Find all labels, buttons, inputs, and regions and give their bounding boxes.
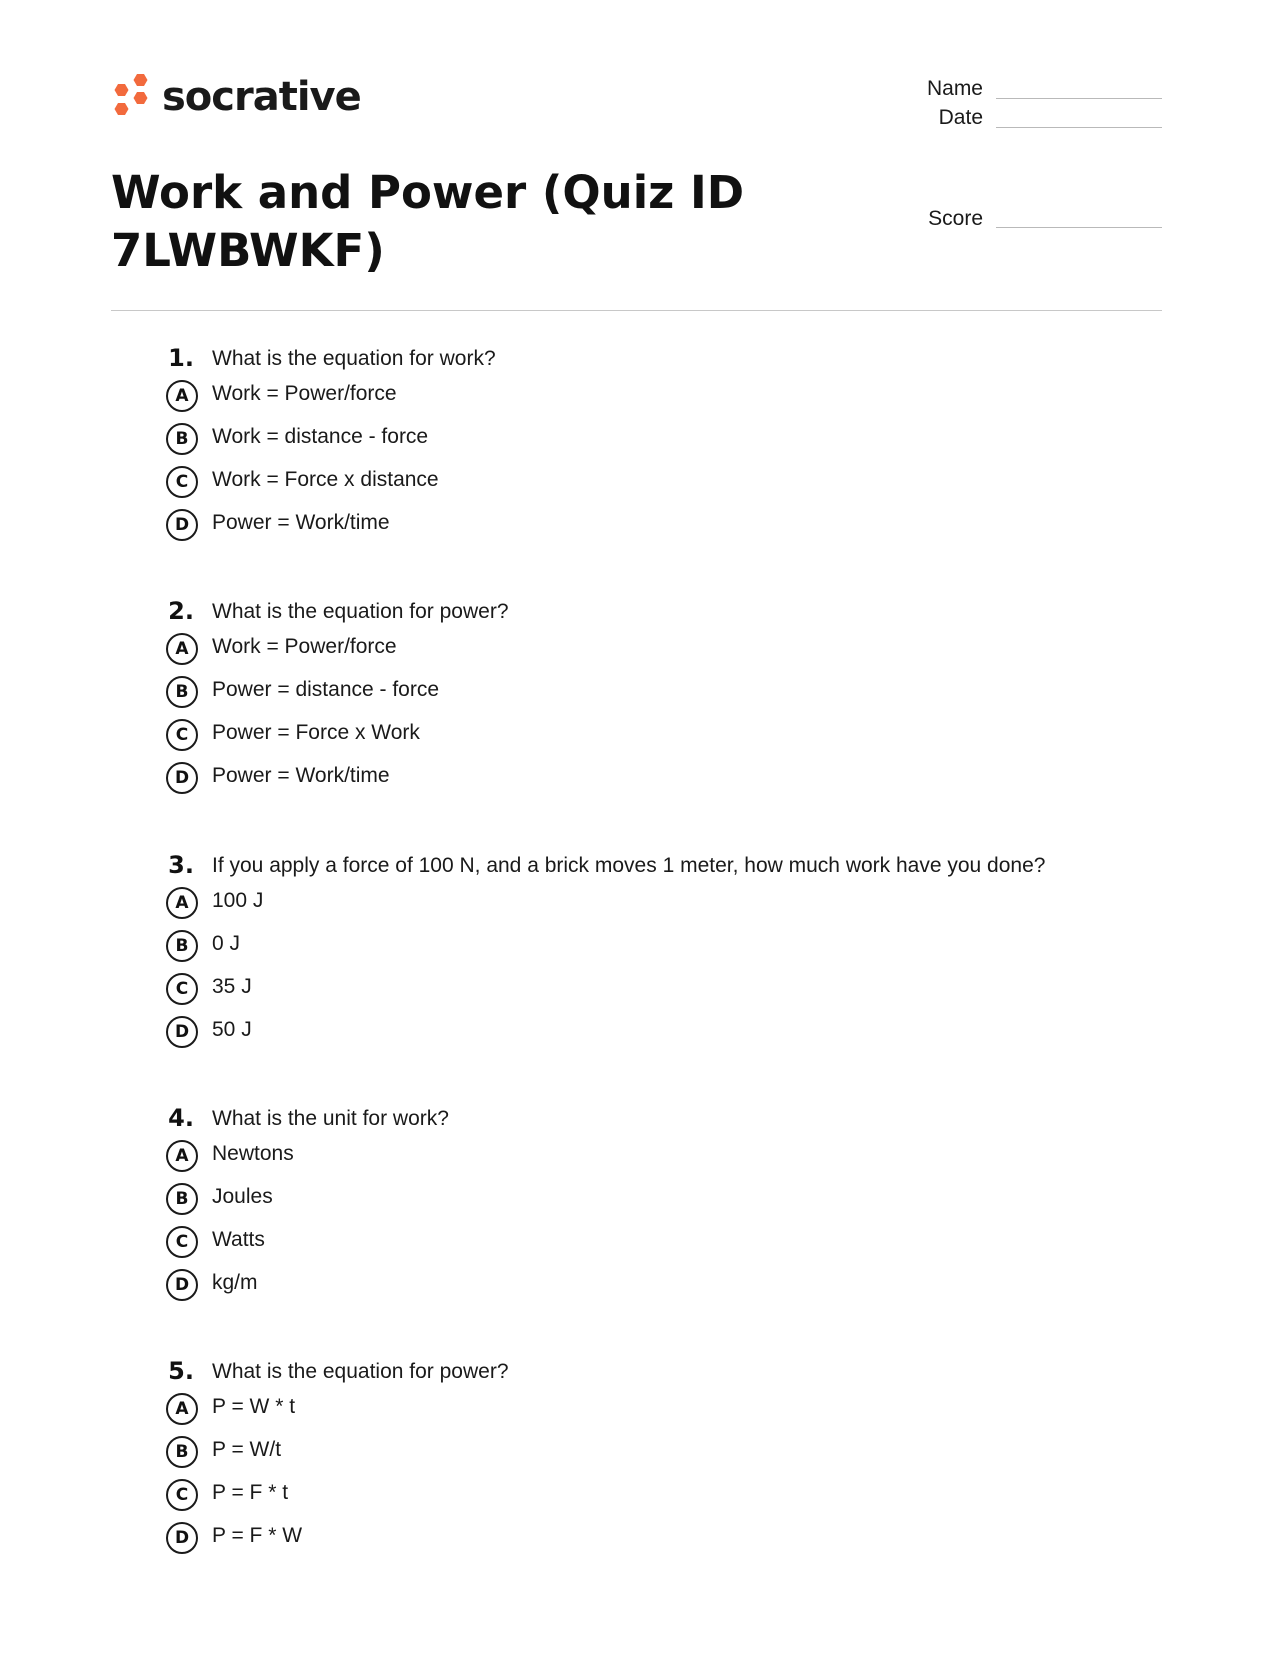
option-text: Work = Power/force bbox=[212, 382, 397, 405]
option-b[interactable] bbox=[166, 673, 1166, 716]
answer-bubble[interactable]: A bbox=[166, 1393, 198, 1425]
option-text: Work = distance - force bbox=[212, 425, 429, 448]
answer-bubble[interactable]: D bbox=[166, 509, 198, 541]
option-b[interactable] bbox=[166, 420, 1166, 463]
option-text: P = F * t bbox=[212, 1481, 289, 1504]
answer-bubble[interactable]: D bbox=[166, 762, 198, 794]
option-b[interactable] bbox=[166, 927, 1166, 970]
answer-bubble[interactable]: C bbox=[166, 466, 198, 498]
answer-bubble[interactable]: A bbox=[166, 1140, 198, 1172]
answer-bubble[interactable]: B bbox=[166, 676, 198, 708]
option-d[interactable] bbox=[166, 1013, 1166, 1056]
option-text: Work = Force x distance bbox=[212, 468, 439, 491]
date-line[interactable] bbox=[996, 127, 1162, 128]
question-text: What is the equation for power? bbox=[212, 1360, 509, 1383]
answer-bubble[interactable]: C bbox=[166, 1479, 198, 1511]
option-text: Power = Work/time bbox=[212, 764, 390, 787]
option-text: 35 J bbox=[212, 975, 252, 998]
answer-bubble[interactable]: B bbox=[166, 930, 198, 962]
answer-bubble[interactable]: B bbox=[166, 1436, 198, 1468]
question-text: What is the equation for work? bbox=[212, 347, 496, 370]
socrative-logo bbox=[111, 72, 361, 122]
option-c[interactable] bbox=[166, 970, 1166, 1013]
question-text: What is the unit for work? bbox=[212, 1107, 449, 1130]
option-c[interactable] bbox=[166, 1476, 1166, 1519]
answer-bubble[interactable]: A bbox=[166, 380, 198, 412]
option-d[interactable] bbox=[166, 1519, 1166, 1562]
answer-bubble[interactable]: B bbox=[166, 423, 198, 455]
option-c[interactable] bbox=[166, 463, 1166, 506]
option-text: P = W/t bbox=[212, 1438, 282, 1461]
name-label: Name bbox=[926, 77, 983, 100]
option-c[interactable] bbox=[166, 716, 1166, 759]
brand-name: socrative bbox=[162, 74, 361, 120]
option-text: Power = Force x Work bbox=[212, 721, 420, 744]
name-line[interactable] bbox=[996, 98, 1162, 99]
option-b[interactable] bbox=[166, 1433, 1166, 1476]
option-text: Newtons bbox=[212, 1142, 294, 1165]
option-text: Work = Power/force bbox=[212, 635, 397, 658]
hexagon-cluster-logo-icon bbox=[111, 72, 151, 122]
option-text: 50 J bbox=[212, 1018, 252, 1041]
score-label: Score bbox=[928, 207, 983, 230]
answer-bubble[interactable]: B bbox=[166, 1183, 198, 1215]
answer-bubble[interactable]: A bbox=[166, 633, 198, 665]
quiz-title: Work and Power (Quiz ID 7LWBWKF) bbox=[111, 166, 745, 277]
option-a[interactable] bbox=[166, 1137, 1166, 1180]
date-label: Date bbox=[938, 106, 983, 129]
answer-bubble[interactable]: D bbox=[166, 1269, 198, 1301]
question-3 bbox=[166, 850, 1166, 1056]
question-1 bbox=[166, 343, 1166, 549]
question-number: 3. bbox=[168, 851, 194, 879]
answer-bubble[interactable]: C bbox=[166, 1226, 198, 1258]
answer-bubble[interactable]: D bbox=[166, 1016, 198, 1048]
question-text: What is the equation for power? bbox=[212, 600, 509, 623]
option-a[interactable] bbox=[166, 630, 1166, 673]
option-c[interactable] bbox=[166, 1223, 1166, 1266]
question-text: If you apply a force of 100 N, and a brick moves 1 meter, how much work have you done? bbox=[212, 854, 1046, 877]
option-d[interactable] bbox=[166, 1266, 1166, 1309]
answer-bubble[interactable]: D bbox=[166, 1522, 198, 1554]
option-text: P = F * W bbox=[212, 1524, 303, 1547]
question-2 bbox=[166, 596, 1166, 802]
answer-bubble[interactable]: A bbox=[166, 887, 198, 919]
option-a[interactable] bbox=[166, 1390, 1166, 1433]
question-number: 1. bbox=[168, 344, 194, 372]
answer-bubble[interactable]: C bbox=[166, 719, 198, 751]
option-a[interactable] bbox=[166, 884, 1166, 927]
question-5 bbox=[166, 1356, 1166, 1562]
option-text: P = W * t bbox=[212, 1395, 296, 1418]
answer-bubble[interactable]: C bbox=[166, 973, 198, 1005]
option-d[interactable] bbox=[166, 506, 1166, 549]
option-b[interactable] bbox=[166, 1180, 1166, 1223]
header-divider bbox=[111, 310, 1162, 311]
option-text: Watts bbox=[212, 1228, 265, 1251]
question-number: 4. bbox=[168, 1104, 194, 1132]
option-text: Power = Work/time bbox=[212, 511, 390, 534]
option-text: 100 J bbox=[212, 889, 264, 912]
score-line[interactable] bbox=[996, 227, 1162, 228]
option-text: Power = distance - force bbox=[212, 678, 440, 701]
option-text: kg/m bbox=[212, 1271, 258, 1294]
option-d[interactable] bbox=[166, 759, 1166, 802]
question-number: 5. bbox=[168, 1357, 194, 1385]
question-number: 2. bbox=[168, 597, 194, 625]
question-4 bbox=[166, 1103, 1166, 1309]
option-text: Joules bbox=[212, 1185, 273, 1208]
option-a[interactable] bbox=[166, 377, 1166, 420]
option-text: 0 J bbox=[212, 932, 241, 955]
